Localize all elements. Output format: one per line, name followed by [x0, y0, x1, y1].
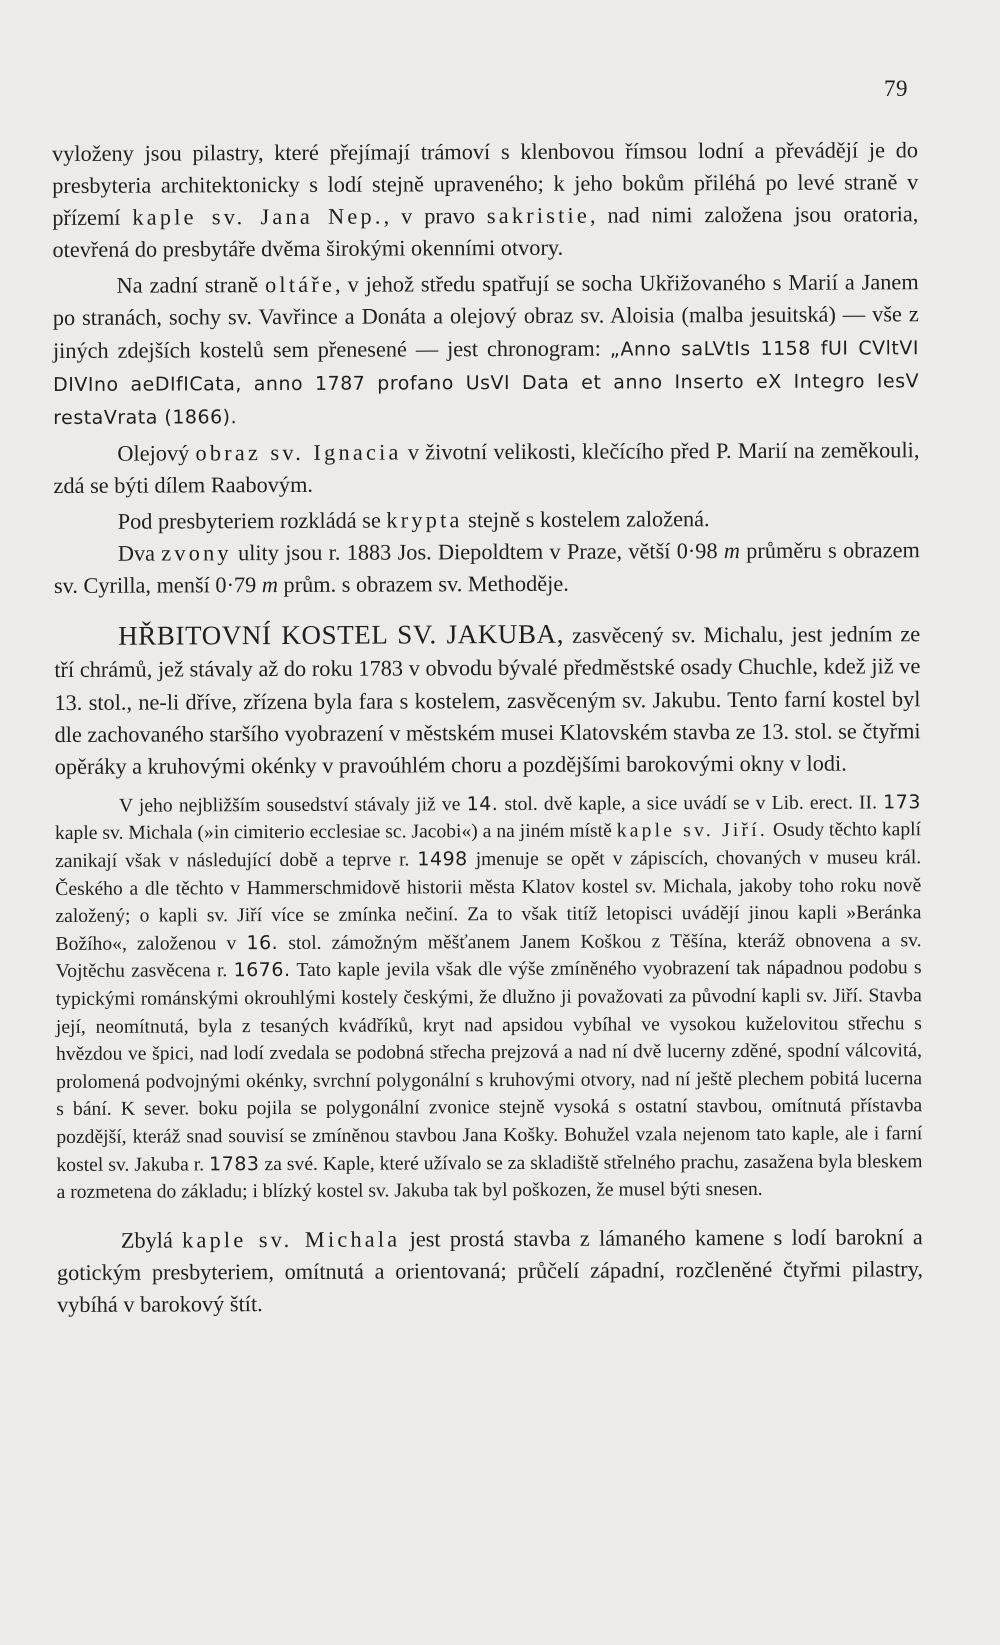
paragraph-krypta	[54, 502, 920, 538]
text-run: vyloženy jsou pilastry, které přejímají trámoví s klenbovou římsou lodní a převádějí je do presbyteria architektonicky s lodí stejně upraveného; k jeho bokům přiléhá po levé straně v přízemí	[52, 137, 919, 231]
paragraph-oltar	[53, 267, 920, 434]
paragraph-michal	[57, 1221, 923, 1321]
unit-metre: m	[723, 538, 741, 564]
spaced-term: oltáře	[264, 272, 336, 298]
text-run: průměru s obrazem sv. Cyrilla, menší 0·79	[53, 537, 920, 599]
text-run: zasvěcený sv. Michalu, jest jedním ze tří chrámů, jež stávaly až do roku 1783 v obvodu bývalé předměstské osady Chuchle, kdež již ve 13. stol., ne-li dříve, zřízena byla fara s kostelem, zasvěceným sv. Jakubu. Tento farní kostel byl dle zachovaného staršího vyobrazení v městském musei Klatovském stavba ze 13. stol. se čtyřmi opěráky a kruhovými okénky v pravoúhlém choru a pozdějšími barokovými okny v lodi.	[54, 621, 921, 779]
number: 1783	[209, 1152, 260, 1175]
text-run: , v pravo	[383, 203, 487, 229]
text-run: Olejový	[117, 440, 196, 466]
spaced-term: kaple sv. Michala	[182, 1226, 401, 1253]
number: 1676.	[233, 959, 291, 982]
spaced-term: kaple sv. Jana Nep.	[132, 203, 384, 230]
paragraph-zvony	[54, 534, 920, 602]
text-run: stejně s kostelem založená.	[462, 506, 710, 533]
text-run: Tato kaple jevila však dle výše zmíněného vyobrazení tak nápadnou podobu s typickými románskými okrouhlými kostely českými, že dlužno ji považovati za původní kapli sv. Jiří. Stavba její, neomítnutá, byla z tesaných kvádříků, kryt nad apsidou vybíhal ve vysokou kuželovitou střechu s hvězdou ve špici, nad lodí zvedala se podobná střecha prejzová a nad ní dvě lucerny zděné, spodní válcovitá, prolomená podvojnými okénky, svrchní polygonální s kruhovými otvory, nad ní ještě plechem pobitá lucerna s bání. K sever. boku pojila se polygonální zvonice stejně vysoká s ostatní stavbou, omítnutá přístavba pozdější, kteráž snad souvisí se zmíněnou stavbou Jana Košky. Bohužel vzala nejenom tato kaple, ale i farní kostel sv. Jakuba r.	[55, 957, 923, 1176]
text-run: , v jehož středu spatřují se socha Ukřižovaného s Marií a Janem po stranách, sochy sv. Vavřince a Donáta a olejový obraz sv. Aloisia (malba jesuitská) — vše z jiných zdejších kostelů sem přenesené — jest chronogram:	[52, 269, 919, 363]
number: 1498	[417, 848, 468, 871]
paragraph-obraz	[53, 434, 919, 502]
text-run: Osudy těchto kaplí zanikají však v následující době a teprve r.	[55, 819, 922, 872]
text-run: Na zadní straně	[116, 272, 266, 299]
unit-metre: m	[261, 572, 279, 598]
text-run: stol. dvě kaple, a sice uvádí se v Lib. erect. II.	[498, 792, 884, 815]
text-run: Dva	[117, 540, 162, 566]
note-paragraph	[55, 789, 923, 1207]
text-run: jest prostá stavba z lámaného kamene s lodí barokní a gotickým presbyteriem, omítnutá a orientovaná; průčelí západní, rozčleněné čtyřmi pilastry, vybíhá v barokový štít.	[56, 1223, 923, 1317]
spaced-term: kaple sv. Jiří.	[616, 820, 769, 842]
page-number: 79	[884, 76, 908, 101]
text-run: V jeho nejbližším sousedství stávaly již ve	[118, 793, 467, 817]
number: 173	[883, 790, 921, 814]
text-run: za své. Kaple, které užívalo se za skladiště střelného prachu, zasažena byla bleskem a rozmetena do základu; i blízký kostel sv. Jakuba tak byl poškozen, že musel býti snesen.	[56, 1150, 923, 1204]
text-run: ulity jsou r. 1883 Jos. Diepoldtem v Praze, větší 0·98	[231, 538, 724, 566]
section-jakub	[54, 617, 921, 783]
paragraph-pilastry	[52, 134, 919, 266]
spaced-term: obraz sv. Ignacia	[195, 439, 402, 466]
spaced-term: sakristie	[486, 202, 591, 229]
text-run: Zbylá	[120, 1227, 183, 1253]
number: 16.	[246, 931, 279, 954]
spaced-term: zvony	[161, 540, 232, 566]
spaced-term: krypta	[386, 507, 463, 533]
text-run: , nad nimi založena jsou oratoria, otevřená do presbytáře dvěma širokými okenními otvory.	[52, 201, 919, 263]
text-run: kaple sv. Michala (»in cimiterio ecclesiae sc. Jacobi«) a na jiném místě	[54, 820, 617, 845]
text-run: jmenuje se opět v zápiscích, chovaných v museu král. Českého a dle těchto v Hammerschmidově historii města Klatov kostel sv. Michala, jakoby toho roku nově založený; o kapli sv. Jiří více se zmínka nečiní. Za to však titíž letopisci uvádějí jinou kapli »Beránka Božího«, založenou v	[55, 847, 922, 955]
chronogram: „Anno saLVtIs 1158 fUI CVltVI DIVIno aeDIfICata, anno 1787 profano UsVI Data et anno Inserto eX Integro IesV restaVrata (1866).	[53, 336, 920, 429]
text-run: Pod presbyteriem rozkládá se	[117, 507, 387, 534]
section-heading: HŘBITOVNÍ KOSTEL SV. JAKUBA,	[118, 619, 565, 652]
text-run: prům. s obrazem sv. Methoděje.	[277, 570, 569, 598]
text-run: stol. zámožným měšťanem Janem Koškou z Těšína, kteráž obnovena a sv. Vojtěchu zasvěcena r.	[55, 929, 922, 983]
page-body	[52, 134, 923, 1321]
number: 14.	[466, 792, 499, 815]
text-run: v životní velikosti, klečícího před P. Marií na zeměkouli, zdá se býti dílem Raabovým.	[53, 437, 920, 498]
